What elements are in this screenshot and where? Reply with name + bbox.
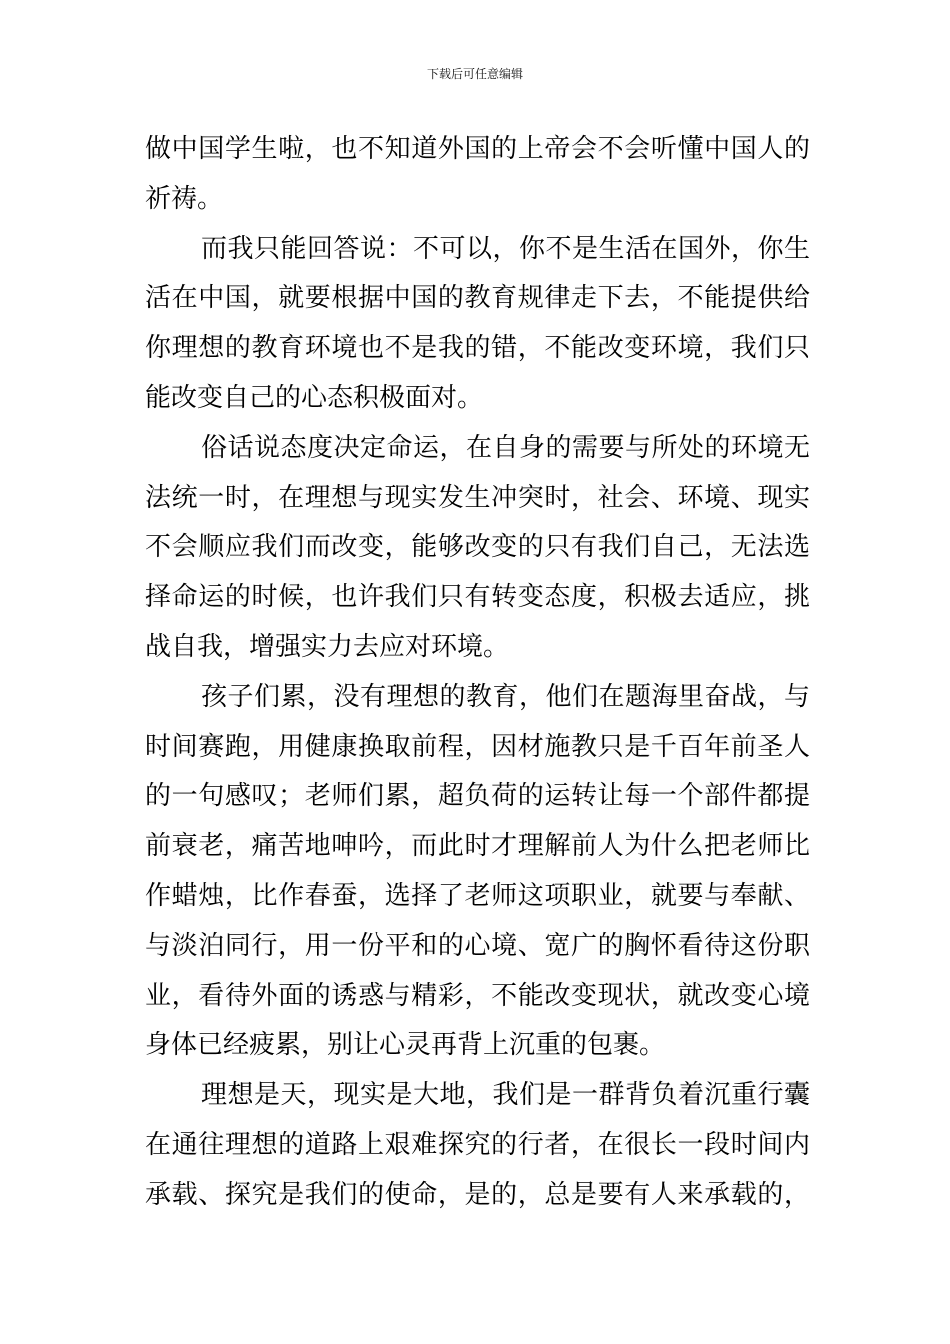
text-line: 而我只能回答说：不可以，你不是生活在国外，你生 bbox=[201, 233, 810, 264]
text-line: 时间赛跑，用健康换取前程，因材施教只是千百年前圣人 bbox=[145, 731, 810, 762]
text-line: 前衰老，痛苦地呻吟，而此时才理解前人为什么把老师比 bbox=[145, 831, 810, 862]
text-line: 活在中国，就要根据中国的教育规律走下去，不能提供给 bbox=[145, 283, 810, 314]
text-line: 在通往理想的道路上艰难探究的行者，在很长一段时间内 bbox=[145, 1129, 810, 1160]
text-line: 战自我，增强实力去应对环境。 bbox=[145, 631, 510, 662]
text-line: 身体已经疲累，别让心灵再背上沉重的包裹。 bbox=[145, 1030, 666, 1061]
text-line: 的一句感叹；老师们累，超负荷的运转让每一个部件都提 bbox=[145, 781, 810, 812]
document-body bbox=[145, 125, 810, 1221]
text-line: 俗话说态度决定命运，在自身的需要与所处的环境无 bbox=[201, 432, 810, 463]
text-line: 法统一时，在理想与现实发生冲突时，社会、环境、现实 bbox=[145, 482, 810, 513]
text-line: 与淡泊同行，用一份平和的心境、宽广的胸怀看待这份职 bbox=[145, 930, 810, 961]
text-line: 业，看待外面的诱惑与精彩，不能改变现状，就改变心境 bbox=[145, 980, 810, 1011]
text-line: 能改变自己的心态积极面对。 bbox=[145, 382, 484, 413]
text-line: 理想是天，现实是大地，我们是一群背负着沉重行囊 bbox=[201, 1080, 810, 1111]
text-line: 作蜡烛，比作春蚕，选择了老师这项职业，就要与奉献、 bbox=[145, 880, 810, 911]
text-line: 不会顺应我们而改变，能够改变的只有我们自己，无法选 bbox=[145, 532, 810, 563]
page-header: 下载后可任意编辑 bbox=[426, 67, 523, 81]
text-line: 择命运的时候，也许我们只有转变态度，积极去适应，挑 bbox=[145, 582, 810, 613]
text-line: 做中国学生啦，也不知道外国的上帝会不会听懂中国人的 bbox=[145, 134, 810, 164]
text-line: 祈祷。 bbox=[145, 183, 224, 214]
text-line: 孩子们累，没有理想的教育，他们在题海里奋战，与 bbox=[201, 681, 810, 712]
text-line: 承载、探究是我们的使命，是的，总是要有人来承载的， bbox=[145, 1179, 810, 1210]
text-line: 你理想的教育环境也不是我的错，不能改变环境，我们只 bbox=[145, 333, 810, 364]
